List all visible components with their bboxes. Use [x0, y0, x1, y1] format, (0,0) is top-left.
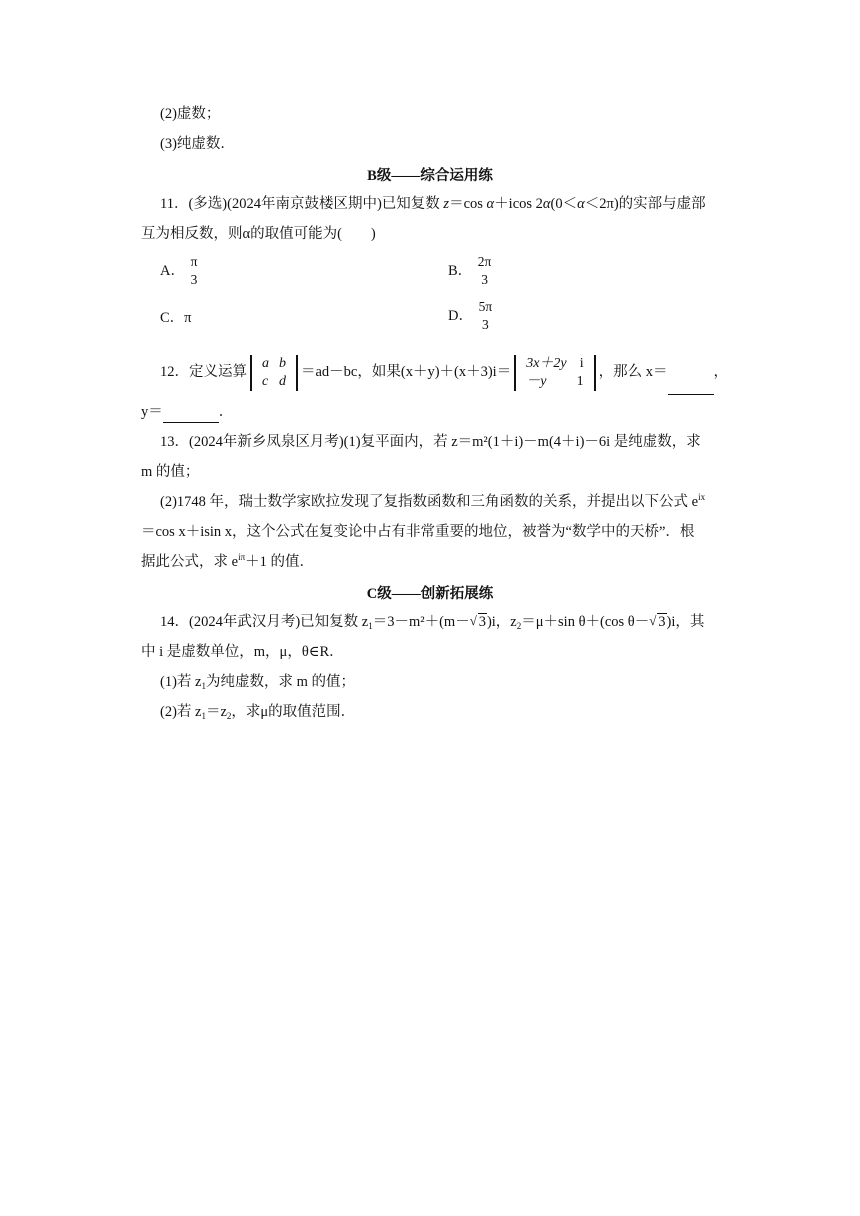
var-alpha: α — [542, 196, 551, 212]
question-14-line-2: 中 i 是虚数单位，m，μ，θ∈R． — [141, 644, 344, 660]
fraction-denominator: 3 — [481, 272, 488, 287]
question-12-text: ． — [218, 404, 234, 420]
superscript: iπ — [238, 552, 246, 562]
var-z: z — [443, 196, 450, 212]
question-11-line-1 — [160, 194, 706, 214]
subscript: 2 — [226, 711, 232, 721]
question-12-line-2 — [141, 402, 233, 423]
subscript: 2 — [516, 621, 522, 631]
question-12-text: ，那么 x＝ — [598, 364, 668, 380]
question-13-line-3 — [160, 492, 705, 512]
question-13-line-1: 13．(2024年新乡凤泉区月考)(1)复平面内，若 z＝m²(1＋i)－m(4＋i)－6i 是纯虚数，求 — [160, 434, 701, 450]
question-11-text: ＝cos — [449, 196, 487, 212]
superscript: ix — [698, 492, 706, 502]
option-a-fraction — [189, 254, 200, 288]
sqrt-symbol — [470, 612, 487, 632]
determinant-xy — [514, 355, 595, 391]
option-a — [160, 254, 199, 288]
question-13-line-5 — [141, 552, 314, 572]
section-c-heading: C级——创新拓展练 — [366, 586, 494, 602]
question-13-line-2: m 的值； — [141, 464, 200, 480]
fraction-denominator: 3 — [482, 317, 489, 332]
option-c — [160, 307, 192, 328]
question-14-text: (2)若 z — [160, 704, 202, 720]
option-d-label: D． — [448, 308, 473, 324]
question-11-line-2: 互为相反数，则α的取值可能为( ) — [141, 226, 376, 242]
question-14-text: ＝z — [205, 704, 227, 720]
answer-blank-x[interactable] — [668, 350, 714, 395]
det-entry: b — [279, 355, 286, 371]
question-14-text: 14．(2024年武汉月考)已知复数 z — [160, 614, 369, 630]
question-14-text: (1)若 z — [160, 674, 202, 690]
question-11-text: ＋icos 2 — [494, 196, 543, 212]
sqrt-radicand: 3 — [658, 614, 666, 630]
question-12-text: 12．定义运算 — [160, 364, 247, 380]
subscript: 1 — [201, 681, 206, 691]
fraction-numerator: 2π — [477, 254, 492, 269]
det-entry: c — [262, 373, 269, 389]
det-entry: 1 — [576, 373, 584, 389]
det-entry: i — [579, 355, 584, 371]
option-b — [448, 254, 493, 288]
section-b-heading: B级——综合运用练 — [367, 168, 493, 184]
question-13-text: (2)1748 年，瑞士数学家欧拉发现了复指数函数和三角函数的关系，并提出以下公式 e — [160, 494, 699, 510]
det-entry: a — [262, 355, 269, 371]
option-d-fraction — [477, 299, 495, 333]
det-entry: －y — [526, 373, 547, 389]
subscript: 1 — [368, 621, 373, 631]
det-entry: 3x＋2y — [526, 355, 567, 371]
question-14-text: ，求μ的取值范围． — [231, 704, 356, 720]
sqrt-radicand: 3 — [478, 614, 486, 630]
determinant-abcd — [250, 355, 298, 391]
question-14-part-2 — [160, 702, 355, 722]
question-11-text: ＜2π)的实部与虚部 — [584, 196, 706, 212]
question-13-text: 据此公式，求 e — [141, 554, 239, 570]
item-3-pure-imaginary: (3)纯虚数． — [160, 136, 235, 152]
question-14-text: 为纯虚数，求 m 的值； — [205, 674, 355, 690]
option-d — [448, 299, 494, 333]
question-13-line-4: ＝cos x＋isin x，这个公式在复变论中占有非常重要的地位，被誉为“数学中的天桥”．根 — [141, 524, 695, 540]
fraction-numerator: π — [190, 254, 198, 269]
fraction-denominator: 3 — [190, 272, 198, 287]
option-b-label: B． — [448, 263, 473, 279]
question-14-text: ＝3－m²＋(m－ — [372, 614, 470, 630]
question-11-text: 已知复数 — [381, 196, 444, 212]
option-b-fraction — [476, 254, 494, 288]
question-14-line-1 — [160, 612, 704, 632]
var-alpha: α — [577, 196, 585, 212]
answer-blank-y[interactable] — [163, 402, 219, 423]
subscript: 1 — [201, 711, 206, 721]
sqrt-symbol — [649, 612, 666, 632]
question-11-tag: (多选)(2024年南京鼓楼区期中) — [188, 196, 382, 212]
question-14-part-1 — [160, 672, 355, 692]
item-2-imaginary: (2)虚数； — [160, 106, 221, 122]
question-14-text: )i，其 — [666, 614, 705, 630]
option-c-label: C．π — [160, 309, 192, 326]
question-12-text: ＝ad－bc，如果(x＋y)＋(x＋3)i＝ — [301, 364, 512, 380]
question-14-text: ＝μ＋sin θ＋(cos θ－ — [521, 614, 650, 630]
question-14-text: )i，z — [486, 614, 517, 630]
question-11-number: 11． — [160, 196, 189, 212]
question-11-text: (0＜ — [550, 196, 578, 212]
question-12-text: y＝ — [141, 404, 163, 420]
option-a-label: A． — [160, 263, 185, 279]
det-entry: d — [279, 373, 286, 389]
fraction-numerator: 5π — [478, 299, 493, 314]
question-13-text: ＋1 的值． — [245, 554, 314, 570]
question-12-text: ， — [713, 364, 729, 380]
question-12-line-1 — [160, 350, 728, 395]
var-alpha: α — [486, 196, 495, 212]
